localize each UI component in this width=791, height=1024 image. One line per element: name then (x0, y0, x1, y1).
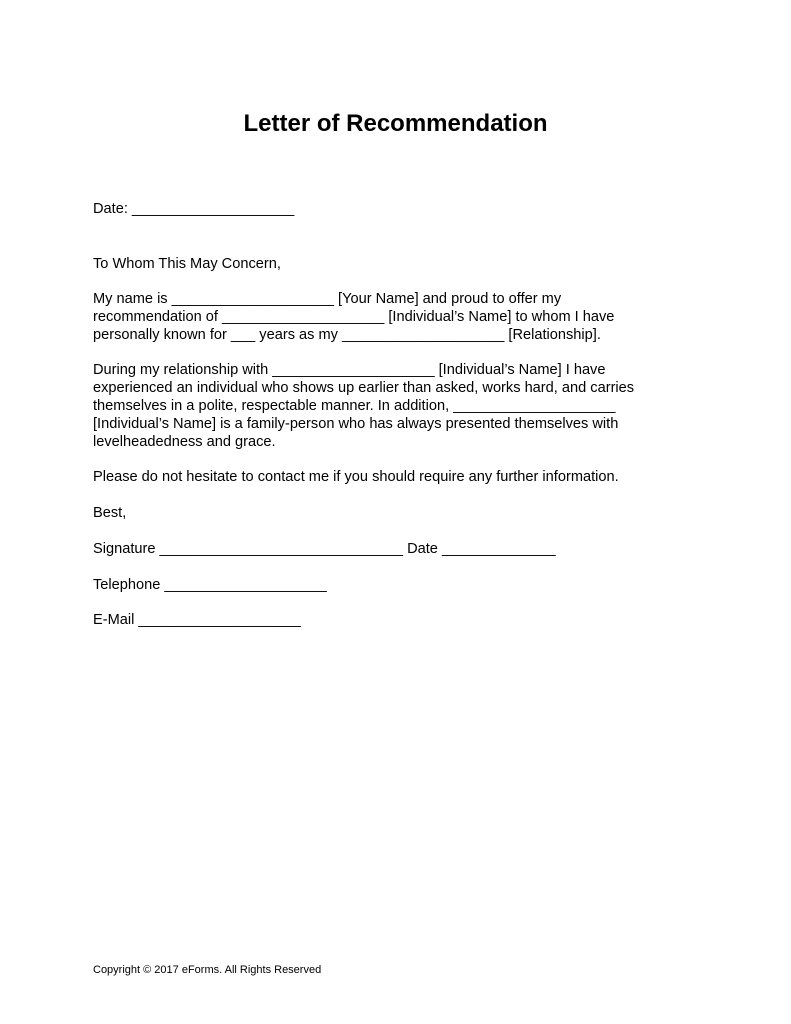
signature-date-line: Signature ______________________________ Date ______________ (93, 541, 556, 557)
paragraph-contact: Please do not hesitate to contact me if you should require any further information. (93, 469, 619, 485)
paragraph-introduction (93, 290, 614, 344)
copyright-footer: Copyright © 2017 eForms. All Rights Reserved (93, 964, 322, 976)
paragraph-line: recommendation of ____________________ [Individual’s Name] to whom I have (93, 309, 615, 325)
telephone-line: Telephone ____________________ (93, 577, 327, 593)
salutation: To Whom This May Concern, (93, 256, 281, 272)
paragraph-line: experienced an individual who shows up earlier than asked, works hard, and carries (93, 380, 635, 396)
email-line: E-Mail ____________________ (93, 612, 301, 628)
paragraph-line: personally known for ___ years as my ____________________ [Relationship]. (93, 327, 601, 343)
paragraph-line: [Individual’s Name] is a family-person who has always presented themselves with (93, 416, 619, 432)
paragraph-line: During my relationship with ____________________ [Individual’s Name] I have (93, 362, 606, 378)
paragraph-line: levelheadedness and grace. (93, 434, 276, 450)
date-line: Date: ____________________ (93, 201, 295, 217)
page-title: Letter of Recommendation (243, 110, 548, 137)
paragraph-line: My name is ____________________ [Your Name] and proud to offer my (93, 291, 562, 307)
closing: Best, (93, 505, 127, 521)
paragraph-line: themselves in a polite, respectable manner. In addition, ____________________ (93, 398, 616, 414)
paragraph-relationship (93, 361, 634, 451)
